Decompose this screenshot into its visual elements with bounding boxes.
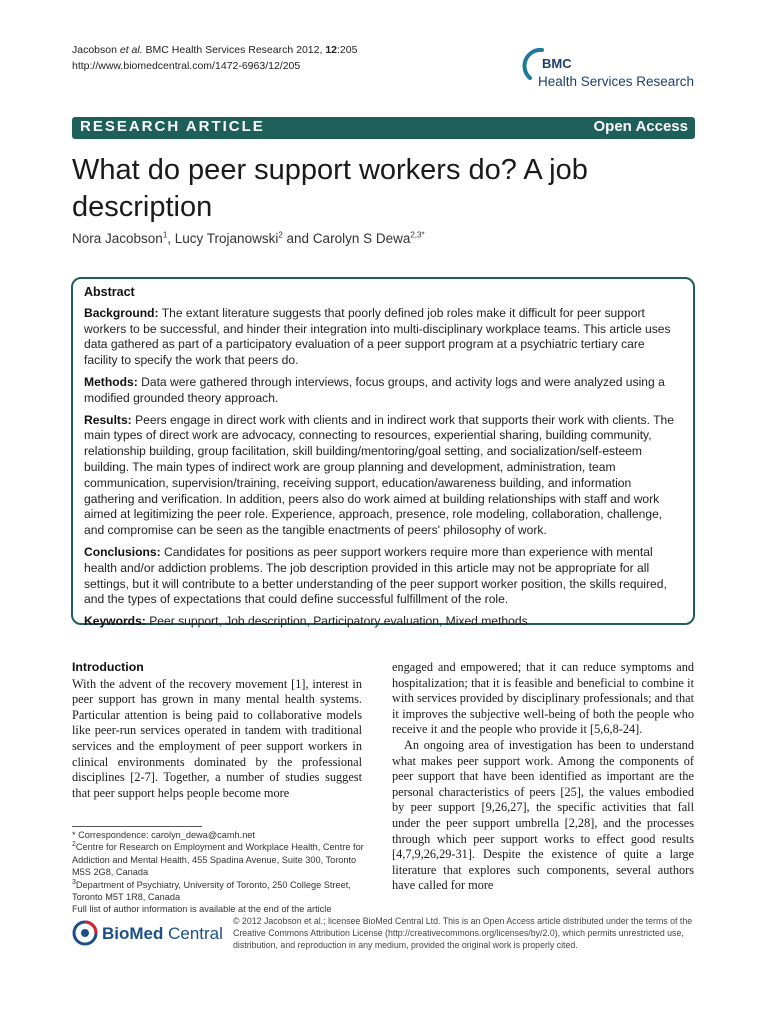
- citation-article: :205: [337, 44, 358, 56]
- publisher-name-rest: Central: [163, 924, 223, 943]
- footnote-affiliation-text: Department of Psychiatry, University of Toronto, 250 College Street, Toronto M5T 1R8, Canada: [72, 879, 351, 903]
- footnotes: [72, 829, 372, 916]
- footnote-correspondence: * Correspondence: carolyn_dewa@camh.net: [72, 830, 255, 840]
- author-separator: and: [282, 231, 313, 246]
- citation-authors: Jacobson: [72, 44, 120, 56]
- author-name: Lucy Trojanowski: [174, 231, 279, 246]
- biomed-central-logo-icon: [72, 920, 98, 946]
- abstract-keywords: [84, 614, 680, 630]
- abstract-results-text: Peers engage in direct work with clients and in indirect work that supports their work with clients. The main types of direct work are advocacy, connecting to resources, experiential sharing, building community, relationship building, group facilitation, skill building/mentoring/goal setting, and socialization/self-esteem building. The main types of indirect work are group planning and development, administration, team communication, supervision/training, receiving support, education/awareness building, and information gathering and verification. In addition, peers also do work aimed at building relationships with staff and work aimed at legitimizing the peer role. Experience, approach, presence, role modeling, collaboration, challenge, and compromise can be seen as the tangible enactments of peers' philosophy of work.: [84, 412, 674, 538]
- abstract-background: [84, 306, 680, 369]
- footnote-affiliation: [72, 879, 372, 904]
- abstract-background-label: Background:: [84, 305, 159, 320]
- abstract-heading: Abstract: [84, 285, 135, 299]
- footnote-full-list: Full list of author information is available at the end of the article: [72, 904, 332, 915]
- abstract-conclusions-text: Candidates for positions as peer support workers require more than experience with mental health and/or addiction problems. The job description provided in this article may not be appropriate for all settings, but it will contribute to a better understanding of the peer support worker position, the skills required, and the types of expectations that could define successful fulfillment of the role.: [84, 544, 667, 607]
- abstract-conclusions: [84, 545, 680, 608]
- citation-journal: BMC Health Services Research 2012,: [142, 44, 326, 56]
- publisher-name: [102, 924, 223, 944]
- footnote-divider: [72, 826, 202, 827]
- citation-line: [72, 42, 357, 58]
- author-name: Nora Jacobson: [72, 231, 163, 246]
- abstract-box: [71, 277, 695, 629]
- abstract-keywords-label: Keywords:: [84, 614, 146, 629]
- publisher-name-bold: BioMed: [102, 924, 164, 943]
- citation-block: [72, 42, 357, 74]
- footnote-affiliation-marker: 2: [72, 841, 76, 849]
- section-heading-introduction: Introduction: [72, 660, 144, 674]
- author-name: Carolyn S Dewa: [312, 231, 411, 246]
- abstract-methods-label: Methods:: [84, 374, 138, 389]
- article-title: What do peer support workers do? A job description: [72, 154, 588, 223]
- abstract-methods-text: Data were gathered through interviews, focus groups, and activity logs and were analyzed using a modified grounded theory approach.: [84, 374, 665, 405]
- article-type-banner: [72, 117, 695, 139]
- body-column-right: [392, 660, 694, 894]
- body-column-left: [72, 660, 362, 801]
- body-paragraph: engaged and empowered; that it can reduce symptoms and hospitalization; that it is feasible and beneficial to combine it with services provided by disciplinary professionals; and that it improves the subjective well-being of both the people who receive it and the people who provide it [5,6,8-24].: [392, 660, 694, 737]
- abstract-results-label: Results:: [84, 412, 132, 427]
- author-affiliation-marker: 2,3*: [410, 230, 425, 240]
- footnote-affiliation-text: Centre for Research on Employment and Workplace Health, Centre for Addiction and Mental Health, 455 Spadina Avenue, Suite 300, Toronto M5S 2G8, Canada: [72, 842, 364, 878]
- author-affiliation-marker: 2: [278, 230, 283, 240]
- article-type-label: RESEARCH ARTICLE: [80, 118, 265, 135]
- publisher-logo: [72, 918, 232, 950]
- abstract-methods: [84, 375, 680, 407]
- citation-etal: et al.: [119, 44, 143, 56]
- citation-volume: 12: [325, 44, 337, 56]
- license-statement: © 2012 Jacobson et al.; licensee BioMed Central Ltd. This is an Open Access article distributed under the terms of the Creative Commons Attribution License (http://creativecommons.org/licenses/by/2.0), which permits unrestricted use, distribution, and reproduction in any medium, provided the original work is properly cited.: [233, 916, 693, 950]
- abstract-background-text: The extant literature suggests that poorly defined job roles make it difficult for peer support workers to be successful, and hinder their integration into multi-disciplinary workplace teams. This article uses data gathered as part of a participatory evaluation of a peer support program at a psychiatric tertiary care facility to specify the work that peers do.: [84, 305, 671, 368]
- abstract-conclusions-label: Conclusions:: [84, 544, 161, 559]
- journal-logo-bmc: BMC: [542, 56, 572, 71]
- abstract-results: [84, 413, 680, 539]
- citation-url[interactable]: http://www.biomedcentral.com/1472-6963/12/205: [72, 60, 301, 72]
- author-affiliation-marker: 1: [162, 230, 168, 240]
- journal-logo: [520, 46, 700, 96]
- body-paragraph: An ongoing area of investigation has been to understand what makes peer support work. Among the components of peer support that have been identified as important are the personal characteristics of peers [25], the values embodied by peer support [9,26,27], the specific activities that fall under the peer support umbrella [2,28], and the processes through which peer support works to effect good results [4,7,9,26,29-31]. Despite the existence of quite a large literature that explores such components, several authors have called for more: [392, 737, 694, 893]
- abstract-keywords-text: Peer support, Job description, Participatory evaluation, Mixed methods: [145, 614, 528, 629]
- footnote-affiliation-marker: 3: [72, 878, 76, 886]
- open-access-label: Open Access: [593, 118, 688, 135]
- author-list: [72, 231, 425, 246]
- journal-logo-name: Health Services Research: [538, 74, 695, 89]
- abstract-content: [84, 285, 680, 636]
- footnote-affiliation: [72, 841, 372, 878]
- author-separator: ,: [167, 231, 175, 246]
- body-paragraph: With the advent of the recovery movement [1], interest in peer support has grown in many mental health systems. Particular attention is being paid to collaborative models like peer-run services operated in tandem with traditional services and the employment of peer support workers in clinical environments dominated by the professional disciplines [2-7]. Together, a number of studies suggest that peer support helps people become more: [72, 676, 362, 800]
